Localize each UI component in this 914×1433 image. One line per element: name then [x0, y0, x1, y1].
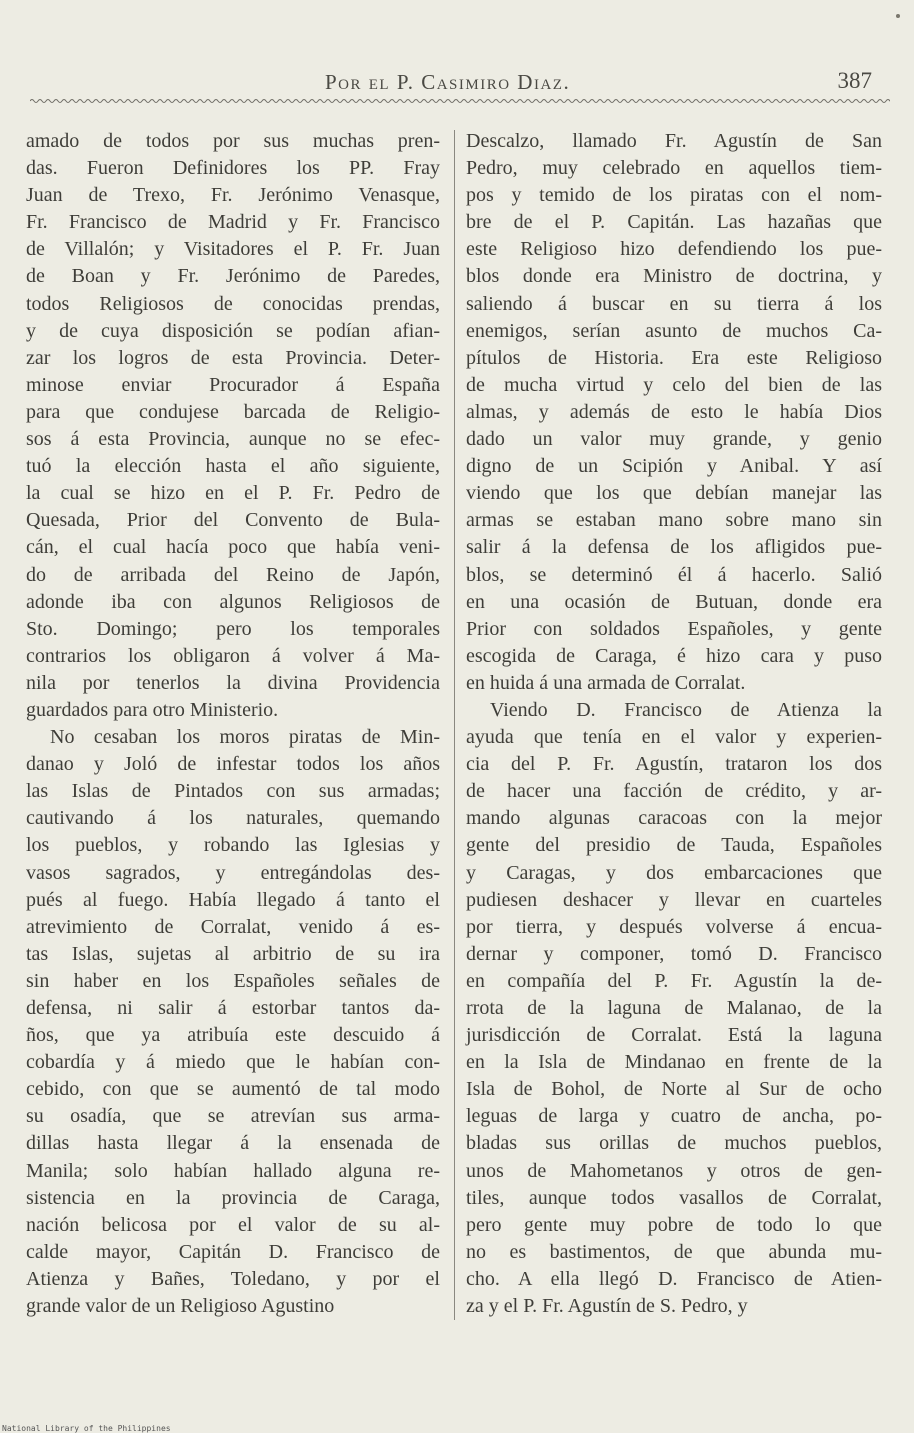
text-line: jurisdicción de Corralat. Está la laguna [466, 1024, 882, 1047]
text-line: cho. A ella llegó D. Francisco de Atien- [466, 1267, 882, 1290]
text-line: de hacer una facción de crédito, y ar- [466, 780, 882, 803]
text-line: cia del P. Fr. Agustín, trataron los dos [466, 753, 882, 776]
text-line: este Religioso hizo defendiendo los pue- [466, 238, 882, 261]
text-line: guardados para otro Ministerio. [26, 698, 279, 721]
text-line: Fr. Francisco de Madrid y Fr. Francisco [26, 211, 440, 234]
text-line: tuó la elección hasta el año siguiente, [26, 455, 440, 478]
text-line: danao y Joló de infestar todos los años [26, 753, 440, 776]
text-line: bladas sus orillas de muchos pueblos, [466, 1132, 882, 1155]
text-line: atrevimiento de Corralat, venido á es- [26, 915, 440, 938]
text-line: cobardía y á miedo que le habían con- [26, 1051, 440, 1074]
text-line: Manila; solo habían hallado alguna re- [26, 1159, 440, 1182]
text-line: rrota de la laguna de Malanao, de la [466, 997, 882, 1019]
text-line: bre de el P. Capitán. Las hazañas que [466, 211, 882, 234]
text-line: dillas hasta llegar á la ensenada de [26, 1132, 440, 1155]
text-line: cán, el cual hacía poco que había veni- [26, 536, 440, 559]
text-line: blos donde era Ministro de doctrina, y [466, 265, 882, 288]
page-number: 387 [837, 68, 872, 93]
text-line: sin haber en los Españoles señales de [26, 969, 440, 992]
text-line: pero gente muy pobre de todo lo que [466, 1213, 882, 1236]
column-divider [454, 130, 455, 1320]
left-text-column [26, 128, 440, 1320]
running-header [30, 64, 880, 104]
text-line: almas, y además de esto le había Dios [466, 400, 882, 423]
text-line: Quesada, Prior del Convento de Bula- [26, 509, 440, 532]
text-line: Pedro, muy celebrado en aquellos tiem- [466, 157, 882, 180]
text-line: la cual se hizo en el P. Fr. Pedro de [26, 482, 440, 505]
text-line: Viendo D. Francisco de Atienza la [490, 698, 882, 721]
text-line: escogida de Caraga, é hizo cara y puso [466, 644, 882, 667]
text-line: Prior con soldados Españoles, y gente [466, 617, 882, 640]
text-line: en huida á una armada de Corralat. [466, 671, 746, 694]
text-line: Juan de Trexo, Fr. Jerónimo Venasque, [26, 184, 440, 207]
text-line: calde mayor, Capitán D. Francisco de [26, 1240, 440, 1263]
text-line: pudiesen deshacer y llevar en cuarteles [466, 888, 882, 911]
text-line: ayuda que tenía en el valor y experien- [466, 726, 882, 749]
text-line: pués al fuego. Había llegado á tanto el [26, 888, 440, 911]
text-line: leguas de larga y cuatro de ancha, po- [466, 1105, 882, 1128]
text-line: salir á la defensa de los afligidos pue- [466, 536, 882, 559]
text-line: de Boan y Fr. Jerónimo de Paredes, [26, 265, 440, 288]
text-line: ños, que ya atribuía este descuido á [26, 1024, 440, 1047]
running-header-title: Por el P. Casimiro Diaz. [325, 70, 571, 94]
text-line: en la Isla de Mindanao en frente de la [466, 1051, 882, 1074]
text-line: para que condujese barcada de Religio- [26, 400, 440, 423]
text-line: blos, se determinó él á hacerlo. Salió [466, 563, 882, 586]
text-line: vasos sagrados, y entregándolas des- [26, 861, 440, 884]
text-line: za y el P. Fr. Agustín de S. Pedro, y [466, 1295, 748, 1318]
text-line: las Islas de Pintados con sus armadas; [26, 780, 440, 803]
text-line: minose enviar Procurador á España [26, 373, 440, 396]
text-line: dernar y componer, tomó D. Francisco [466, 942, 882, 965]
text-line: Descalzo, llamado Fr. Agustín de San [466, 130, 882, 152]
text-line: zar los logros de esta Provincia. Deter- [26, 346, 440, 369]
text-line: digno de un Scipión y Anibal. Y así [466, 455, 882, 478]
text-line: unos de Mahometanos y otros de gen- [466, 1159, 882, 1182]
text-line: saliendo á buscar en su tierra á los [466, 292, 882, 315]
text-line: contrarios los obligaron á volver á Ma- [26, 644, 440, 667]
text-line: de mucha virtud y celo del bien de las [466, 373, 882, 396]
text-line: dado un valor muy grande, y genio [466, 428, 882, 451]
text-line: no es bastimentos, de que abunda mu- [466, 1240, 882, 1263]
text-line: de Villalón; y Visitadores el P. Fr. Juan [26, 238, 440, 261]
text-line: y Caragas, y dos embarcaciones que [466, 861, 882, 884]
text-line: do de arribada del Reino de Japón, [26, 563, 440, 586]
text-line: los pueblos, y robando las Iglesias y [26, 834, 440, 857]
text-line: Sto. Domingo; pero los temporales [26, 617, 440, 640]
text-line: en una ocasión de Butuan, donde era [466, 590, 882, 613]
text-line: amado de todos por sus muchas pren- [26, 130, 440, 152]
library-credit: National Library of the Philippines [2, 1424, 171, 1433]
text-line: en compañía del P. Fr. Agustín la de- [466, 969, 882, 992]
text-line: No cesaban los moros piratas de Min- [50, 726, 440, 749]
text-line: cautivando á los naturales, quemando [26, 807, 440, 830]
text-line: nila por tenerlos la divina Providencia [26, 671, 440, 694]
text-line: mando algunas caracoas con la mejor [466, 807, 882, 830]
text-line: Atienza y Bañes, Toledano, y por el [26, 1267, 440, 1290]
text-line: sistencia en la provincia de Caraga, [26, 1186, 440, 1209]
right-text-column [466, 128, 882, 1320]
text-line: todos Religiosos de conocidas prendas, [26, 292, 440, 315]
text-line: defensa, ni salir á estorbar tantos da- [26, 997, 440, 1019]
text-line: adonde iba con algunos Religiosos de [26, 590, 440, 613]
paper-speck [896, 14, 900, 18]
text-line: grande valor de un Religioso Agustino [26, 1295, 335, 1318]
text-line: pítulos de Historia. Era este Religioso [466, 346, 882, 369]
text-line: por tierra, y después volverse á encua- [466, 915, 882, 938]
text-line: das. Fueron Definidores los PP. Fray [26, 157, 440, 180]
text-line: cebido, con que se aumentó de tal modo [26, 1078, 440, 1101]
text-line: y de cuya disposición se podían afian- [26, 319, 440, 342]
text-line: tiles, aunque todos vasallos de Corralat, [466, 1186, 882, 1209]
text-line: nación belicosa por el valor de su al- [26, 1213, 440, 1236]
text-line: armas se estaban mano sobre mano sin [466, 509, 882, 532]
text-line: gente del presidio de Tauda, Españoles [466, 834, 882, 857]
text-line: su osadía, que se atrevían sus arma- [26, 1105, 440, 1128]
text-line: sos á esta Provincia, aunque no se efec- [26, 428, 440, 451]
text-line: pos y temido de los piratas con el nom- [466, 184, 882, 207]
text-line: tas Islas, sujetas al arbitrio de su ira [26, 942, 440, 965]
header-wavy-rule [30, 98, 890, 104]
text-line: enemigos, serían asunto de muchos Ca- [466, 319, 882, 342]
text-line: viendo que los que debían manejar las [466, 482, 882, 505]
text-line: Isla de Bohol, de Norte al Sur de ocho [466, 1078, 882, 1101]
